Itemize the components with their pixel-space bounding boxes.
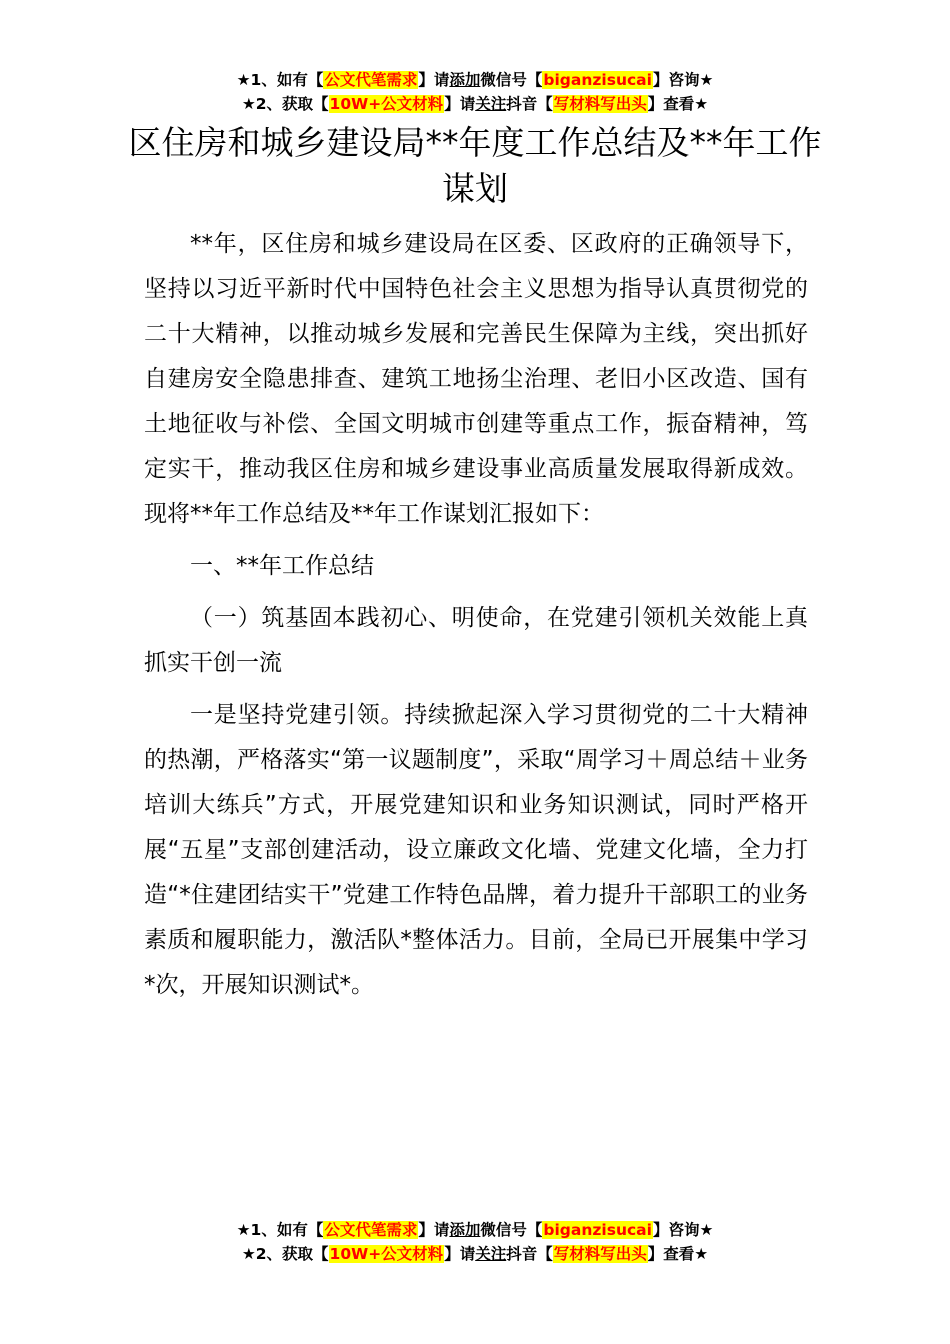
promo-text: 】查看★	[647, 1245, 709, 1263]
promo-text: 】咨询★	[652, 1221, 714, 1239]
promo-text: ★2、获取【	[241, 1245, 329, 1263]
promo-underlined: 关注	[475, 95, 507, 113]
promo-text: 】请	[418, 1221, 450, 1239]
promo-text: 微信号【	[480, 1221, 543, 1239]
document-title: 区住房和城乡建设局**年度工作总结及**年工作谋划	[128, 123, 822, 208]
promo-underlined: 添加	[449, 1221, 481, 1239]
promo-text: 】请	[444, 1245, 476, 1263]
promo-highlight: 写材料写出头	[553, 1245, 647, 1263]
promo-text: 】请	[418, 71, 450, 89]
promo-highlight: 公文代笔需求	[324, 71, 418, 89]
promo-line-1	[0, 68, 950, 92]
document-body	[144, 222, 808, 1008]
section-heading: 一、**年工作总结	[190, 553, 374, 579]
promo-highlight: 10W+公文材料	[329, 1245, 444, 1263]
promo-underlined: 添加	[449, 71, 481, 89]
promo-text: 抖音【	[506, 95, 553, 113]
promo-text: ★1、如有【	[236, 71, 324, 89]
promo-banner-bottom	[0, 1218, 950, 1266]
promo-highlight: biganzisucai	[543, 1221, 652, 1239]
promo-text: ★1、如有【	[236, 1221, 324, 1239]
promo-line-1	[0, 1218, 950, 1242]
promo-underlined: 关注	[475, 1245, 507, 1263]
promo-text: 】查看★	[647, 95, 709, 113]
promo-text: 】咨询★	[652, 71, 714, 89]
promo-line-2	[0, 92, 950, 116]
promo-text: 抖音【	[506, 1245, 553, 1263]
promo-highlight: 公文代笔需求	[324, 1221, 418, 1239]
promo-banner-top	[0, 68, 950, 116]
intro-paragraph: **年，区住房和城乡建设局在区委、区政府的正确领导下，坚持以习近平新时代中国特色社会主义思想为指导认真贯彻党的二十大精神，以推动城乡发展和完善民生保障为主线，突出抓好自建房安全隐患排查、建筑工地扬尘治理、老旧小区改造、国有土地征收与补偿、全国文明城市创建等重点工作，振奋精神，笃定实干，推动我区住房和城乡建设事业高质量发展取得新成效。现将**年工作总结及**年工作谋划汇报如下：	[144, 231, 808, 527]
subsection-heading: （一）筑基固本践初心、明使命，在党建引领机关效能上真抓实干创一流	[144, 605, 808, 676]
promo-highlight: 写材料写出头	[553, 95, 647, 113]
promo-text: ★2、获取【	[241, 95, 329, 113]
body-paragraph: 一是坚持党建引领。持续掀起深入学习贯彻党的二十大精神的热潮，严格落实“第一议题制度”，采取“周学习＋周总结＋业务培训大练兵”方式，开展党建知识和业务知识测试，同时严格开展“五星”支部创建活动，设立廉政文化墙、党建文化墙，全力打造“*住建团结实干”党建工作特色品牌，着力提升干部职工的业务素质和履职能力，激活队*整体活力。目前，全局已开展集中学习*次，开展知识测试*。	[144, 702, 808, 998]
promo-text: 】请	[444, 95, 476, 113]
promo-text: 微信号【	[480, 71, 543, 89]
promo-highlight: 10W+公文材料	[329, 95, 444, 113]
promo-highlight: biganzisucai	[543, 71, 652, 89]
promo-line-2	[0, 1242, 950, 1266]
